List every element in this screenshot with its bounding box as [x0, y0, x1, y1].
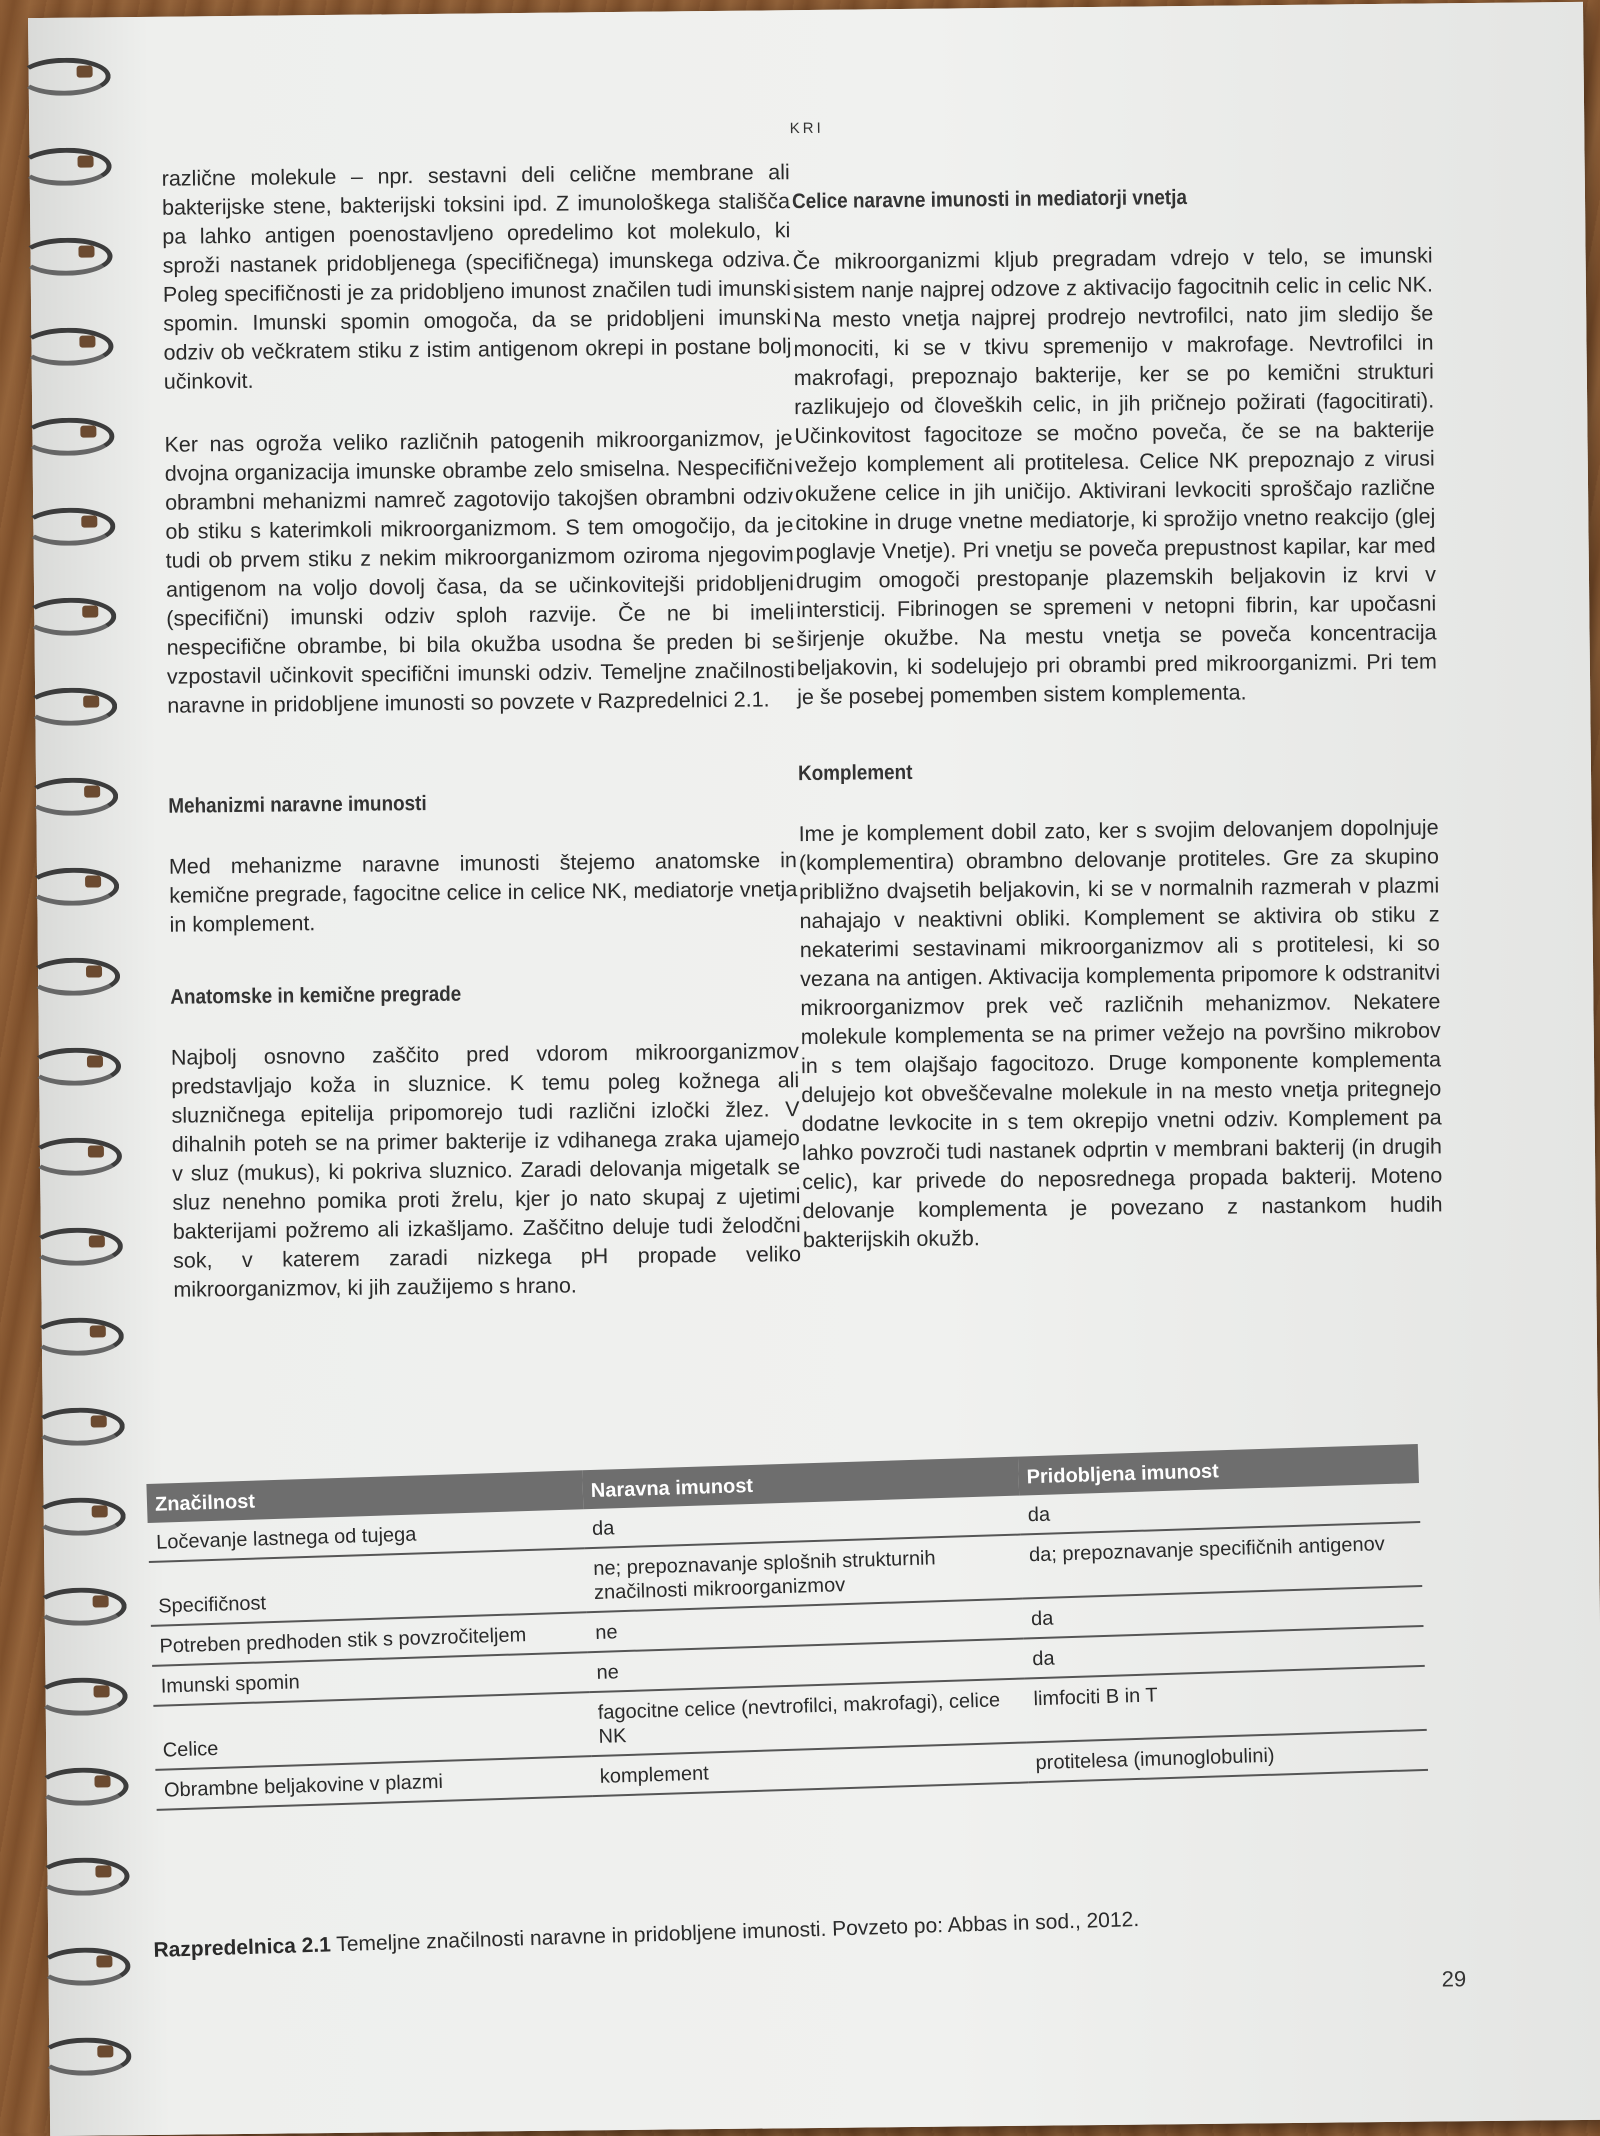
book-page — [28, 2, 1600, 2136]
table-cell: komplement — [591, 1742, 1028, 1796]
table-cell: Celice — [153, 1692, 591, 1770]
table-cell: Obrambne beljakovine v plazmi — [155, 1756, 592, 1810]
table-cell: fagocitne celice (nevtrofilci, makrofagi), celice NK — [589, 1678, 1027, 1756]
spiral-binding-ring — [32, 1317, 122, 1352]
spiral-binding-ring — [38, 1947, 128, 1982]
left-column — [162, 158, 802, 1339]
table-cell: Ločevanje lastnega od tujega — [148, 1509, 585, 1562]
spiral-binding-ring — [20, 237, 110, 272]
comparison-table — [146, 1444, 1428, 1811]
spiral-binding-ring — [34, 1497, 124, 1532]
table-cell: Potreben predhoden stik s povzročiteljem — [151, 1612, 588, 1666]
spiral-binding-ring — [30, 1137, 120, 1172]
section-heading: Komplement — [797, 760, 913, 786]
table-cell: limfociti B in T — [1025, 1666, 1427, 1743]
paragraph: različne molekule – npr. sestavni deli celične membrane ali bakterijske stene, bakterijski toksini ipd. Z imunološkega stališča pa lahko antigen poenostavljeno opredelimo kot molekulo, ki sproži nastanek pridobljenega (specifičnega) imunskega odziva. Poleg specifičnosti je za pridobljeno imunost značilen tudi imunski spomin. Imunski spomin omogoča, da se pridobljeni imunski odziv ob večkratem stiku z istim antigenom okrepi in postane bolj učinkovit. — [161, 160, 792, 394]
paragraph: Če mikroorganizmi kljub pregradam vdrejo v telo, se imunski sistem nanje najprej odzove z aktivacijo fagocitnih celic in celic NK. Na mesto vnetja najprej prodrejo nevtrofilci, nato jim sledijo še monociti, ki se v tkivu spremenijo v makrofage. Nevtrofilci in makrofagi, prepoznajo bakterije, ker se po kemični strukturi razlikujejo od človeških celic, in jih pričnejo požirati (fagocitirati). Učinkovitost fagocitoze se močno poveča, če se na bakterije vežejo komplement ali protitelesa. Celice NK prepoznajo z virusi okužene celice in jih uničijo. Aktivirani levkociti sproščajo različne citokine in druge vnetne mediatorje, ki sprožijo vnetno reakcijo (glej poglavje Vnetje). Pri vnetju se poveča prepustnost kapilar, kar med drugim omogoči prestopanje plazemskih beljakovin iz krvi v intersticij. Fibrinogen se spremeni v netopni fibrin, kar upočasni širjenje okužbe. Na mestu vnetja se poveča koncentracija beljakovin, ki sodelujejo pri obrambi pred mikroorganizmi. Pri tem je še posebej pomemben sistem komplementa. — [792, 243, 1437, 710]
spiral-binding-ring — [29, 1047, 119, 1082]
running-head: KRI — [789, 119, 824, 138]
spiral-binding-ring — [22, 417, 112, 452]
spiral-binding-ring — [39, 2037, 129, 2072]
table-header-cell: Značilnost — [146, 1470, 583, 1523]
spiral-binding-ring — [23, 507, 113, 542]
spiral-binding-ring — [37, 1857, 127, 1892]
table-header-cell: Naravna imunost — [582, 1457, 1019, 1510]
section-heading: Celice naravne imunosti in mediatorji vnetja — [791, 186, 1188, 214]
spiral-binding-ring — [33, 1407, 123, 1442]
table-cell: da; prepoznavanje specifičnih antigenov — [1020, 1522, 1422, 1599]
table-header-cell: Pridobljena imunost — [1018, 1444, 1419, 1496]
table-cell: ne — [587, 1599, 1024, 1653]
spiral-binding-ring — [24, 597, 114, 632]
table-cell: da — [583, 1496, 1020, 1549]
page-number: 29 — [1441, 1966, 1467, 1992]
spiral-binding-ring — [31, 1227, 121, 1262]
spiral-binding-ring — [26, 777, 116, 812]
spiral-binding-ring — [18, 57, 108, 92]
table-cell: protitelesa (imunoglobulini) — [1027, 1730, 1428, 1783]
spiral-binding-ring — [21, 327, 111, 362]
table-cell: ne — [588, 1639, 1025, 1693]
paragraph: Ker nas ogroža veliko različnih patogenih mikroorganizmov, je dvojna organizacija imunske obrambe zelo smiselna. Nespecifični obrambni mehanizmi namreč zagotovijo takojšen obrambni odziv ob stiku s katerimkoli mikroorganizmom. S tem omogočijo, da je tudi ob prvem stiku z nekim mikroorganizmom oziroma njegovim antigenom na voljo dovolj časa, da se učinkovitejši pridobljeni (specifični) imunski odziv sploh razvije. Če ne bi imeli nespecifične obrambe, bi bila okužba usodna še preden bi se vzpostavil učinkovit specifični imunski odziv. Temeljne značilnosti naravne in pridobljene imunosti so povzete v Razpredelnici 2.1. — [164, 426, 796, 718]
table-cell: Specifičnost — [149, 1548, 587, 1626]
section-heading: Mehanizmi naravne imunosti — [168, 792, 427, 818]
caption-label: Razpredelnica 2.1 — [153, 1933, 332, 1962]
section-heading: Anatomske in kemične pregrade — [170, 982, 462, 1009]
table-cell: da — [1022, 1586, 1423, 1639]
table-cell: da — [1019, 1483, 1420, 1535]
spiral-binding-ring — [34, 1587, 124, 1622]
table-cell: ne; prepoznavanje splošnih strukturnih značilnosti mikroorganizmov — [585, 1535, 1023, 1613]
paragraph: Ime je komplement dobil zato, ker s svojim delovanjem dopolnjuje (komplementira) obrambno delovanje protiteles. Gre za skupino približno dvajsetih beljakovin, ki se v normalnih razmerah v plazmi nahajajo v neaktivni obliki. Komplement se aktivira ob stiku z nekaterimi sestavinami mikroorganizmov ali s protitelesi, ki so vezana na antigen. Aktivacija komplementa pripomore k odstranitvi mikroorganizmov prek več različnih mehanizmov. Nekatere molekule komplementa se na primer vežejo na površino mikrobov in s tem olajšajo fagocitozo. Druge komponente komplementa delujejo kot obveščevalne molekule in na mesto vnetja pritegnejo dodatne levkocite in s tem okrepijo vnetni odziv. Komplement pa lahko povzroči tudi nastanek odprtin v membrani bakterij (in drugih celic), kar privede do neposrednega propada bakterij. Moteno delovanje komplementa je povezano z nastankom hudih bakterijskih okužb. — [798, 815, 1443, 1253]
spiral-binding-ring — [25, 687, 115, 722]
caption-text: Temeljne značilnosti naravne in pridobljene imunosti. Povzeto po: Abbas in sod., 2012. — [330, 1907, 1140, 1957]
spiral-binding-ring — [27, 867, 117, 902]
table-cell: da — [1024, 1626, 1425, 1679]
paragraph: Najbolj osnovno zaščito pred vdorom mikroorganizmov predstavljajo koža in sluznice. K temu poleg kožnega ali sluzničnega epitelija pripomorejo tudi različni izločki žlez. V dihalnih poteh se na primer bakterije iz vdihanega zraka ujamejo v sluz (mukus), ki pokriva sluznico. Zaradi delovanja migetalk se sluz nenehno pomika proti žrelu, kjer jo nato skupaj z ujetimi bakterijami požremo ali izkašljamo. Zaščitno deluje tudi želodčni sok, v katerem zaradi nizkega pH propade veliko mikroorganizmov, ki jih zaužijemo s hrano. — [170, 1039, 802, 1302]
table-caption — [153, 1900, 1403, 1963]
table-cell: Imunski spomin — [152, 1652, 589, 1706]
paragraph: Med mehanizme naravne imunosti štejemo anatomske in kemične pregrade, fagocitne celice in celice NK, mediatorje vnetja in komplement. — [168, 848, 798, 937]
spiral-binding-ring — [28, 957, 118, 992]
spiral-binding-ring — [19, 147, 109, 182]
spiral-binding-ring — [35, 1677, 125, 1712]
spiral-binding-ring — [36, 1767, 126, 1802]
right-column — [792, 183, 1443, 1289]
